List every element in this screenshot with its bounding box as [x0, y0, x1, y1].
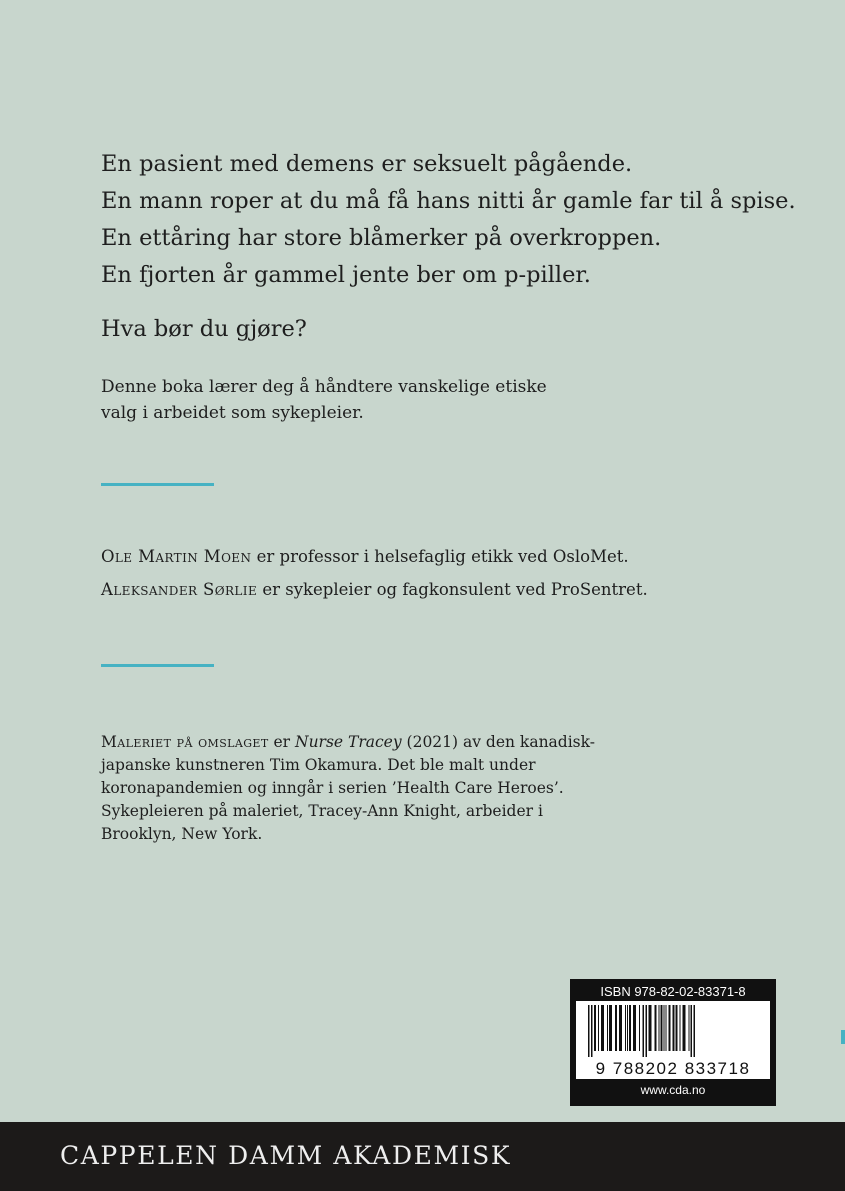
divider	[101, 483, 214, 486]
isbn-label: ISBN 978-82-02-83371-8	[600, 984, 746, 999]
authors-block	[101, 546, 801, 612]
author-name: Aleksander Sørlie	[101, 580, 258, 599]
intro-line: En mann roper at du må få hans nitti år gamle far til å spise.	[101, 188, 796, 214]
painting-title: Nurse Tracey	[295, 733, 402, 751]
intro-block	[101, 146, 801, 294]
divider	[101, 664, 214, 667]
question: Hva bør du gjøre?	[101, 316, 307, 342]
author-bio: er sykepleier og fagkonsulent ved ProSentret.	[257, 580, 648, 599]
barcode	[576, 1001, 770, 1079]
author-line	[101, 546, 801, 568]
intro-line: En pasient med demens er seksuelt pågående.	[101, 151, 633, 177]
publisher-logo: CAPPELEN DAMM AKADEMISK	[60, 1141, 512, 1170]
cover-painting-note	[101, 731, 621, 846]
painting-rest: (2021) av den kanadisk-japanske kunstneren Tim Okamura. Det ble malt under koronapandemien og inngår i serien ’Health Care Heroes’. Sykepleieren på maleriet, Tracey-Ann Knight, arbeider i Brooklyn, New York.	[101, 733, 595, 843]
intro-line: En ettåring har store blåmerker på overkroppen.	[101, 225, 662, 251]
publisher-footer	[0, 1122, 845, 1191]
painting-pre: er	[268, 733, 295, 751]
author-line	[101, 579, 801, 601]
barcode-bars	[580, 1005, 770, 1057]
edge-mark	[841, 1030, 845, 1044]
intro-line: En fjorten år gammel jente ber om p-piller.	[101, 262, 591, 288]
painting-lead: Maleriet på omslaget	[101, 733, 269, 751]
book-description: Denne boka lærer deg å håndtere vanskelige etiske valg i arbeidet som sykepleier.	[101, 377, 547, 423]
author-bio: er professor i helsefaglig etikk ved OsloMet.	[251, 547, 629, 566]
barcode-digits: 9 788202 833718	[595, 1059, 751, 1078]
isbn-barcode-box	[570, 979, 776, 1106]
publisher-url: www.cda.no	[640, 1083, 706, 1097]
author-name: Ole Martin Moen	[101, 547, 252, 566]
